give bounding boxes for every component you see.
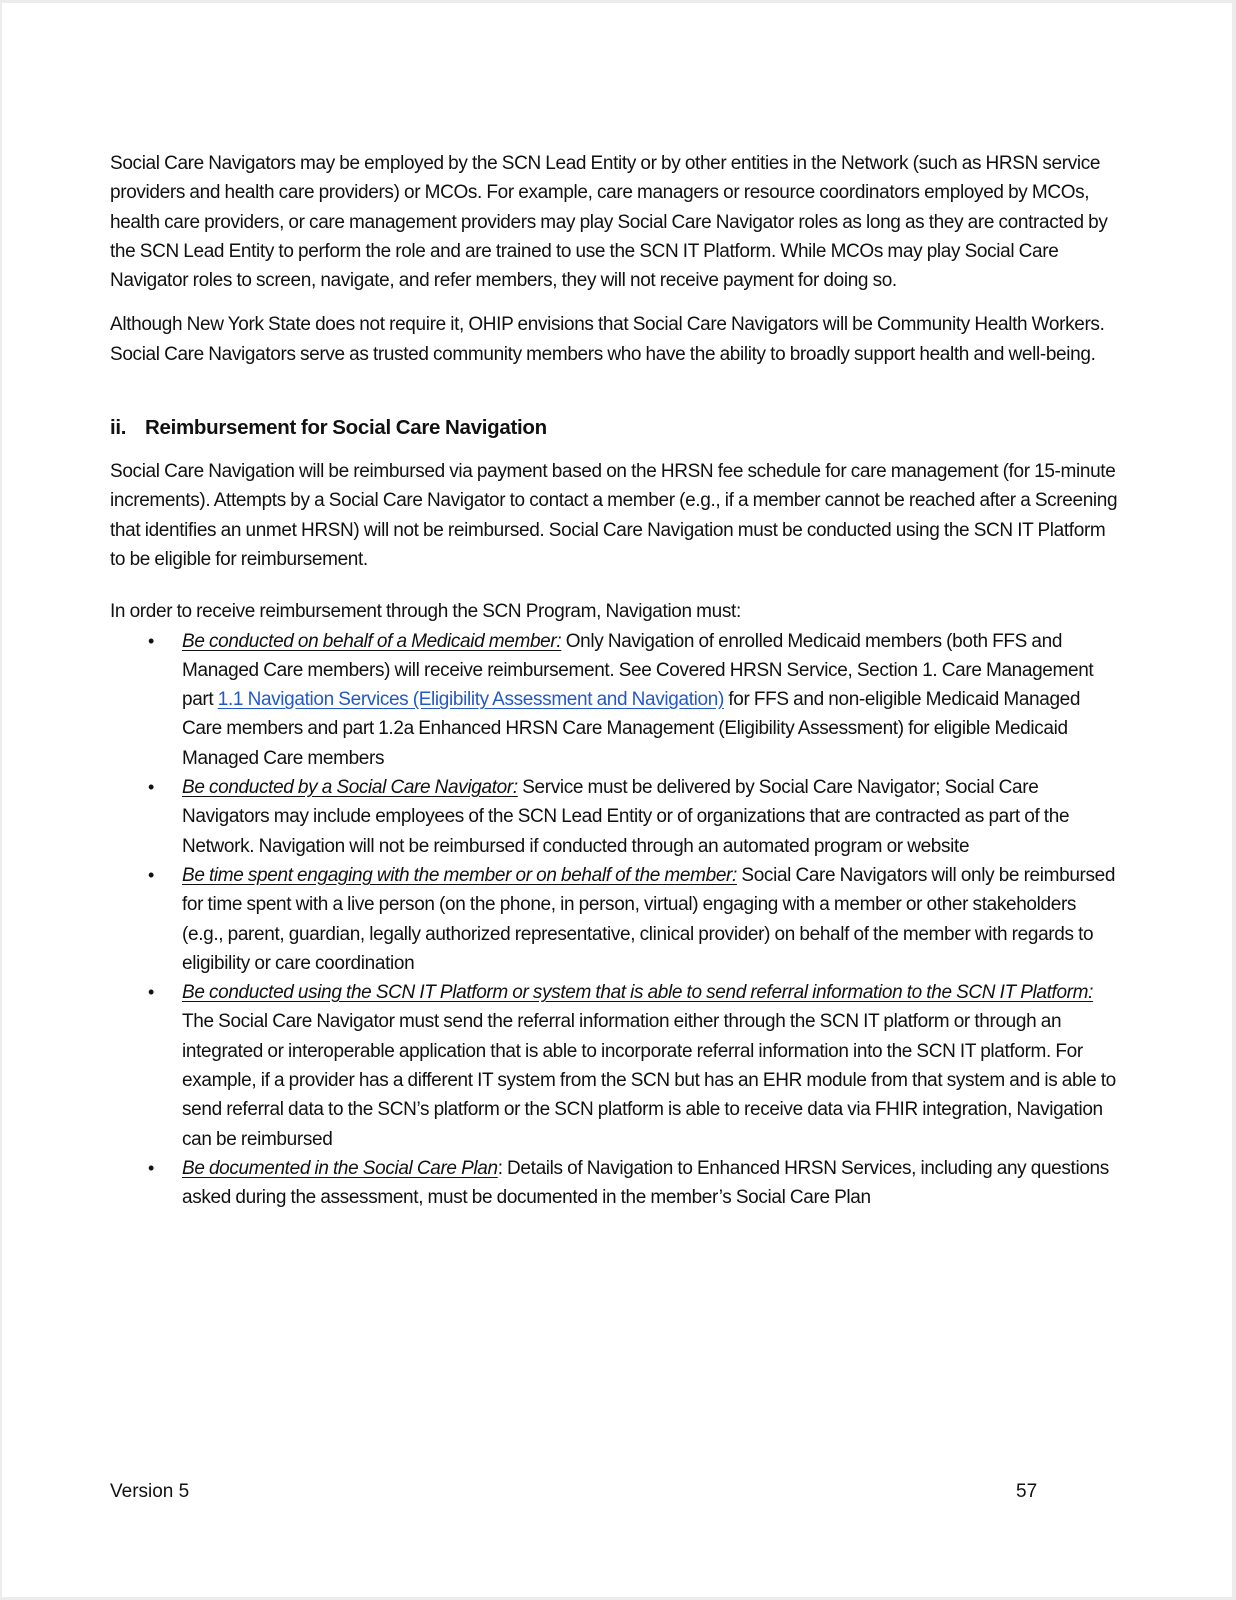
item-lead: Be time spent engaging with the member or on behalf of the member: (182, 864, 737, 886)
item-lead: Be documented in the Social Care Plan (182, 1157, 498, 1179)
requirements-list (110, 627, 1120, 1213)
list-item (148, 861, 1120, 978)
paragraph-navigator-employment: Social Care Navigators may be employed by the SCN Lead Entity or by other entities in the Network (such as HRSN service providers and health care providers) or MCOs. For example, care managers or resource coordinators employed by MCOs, health care providers, or care management providers may play Social Care Navigator roles as long as they are contracted by the SCN Lead Entity to perform the role and are trained to use the SCN IT Platform. While MCOs may play Social Care Navigator roles to screen, navigate, and refer members, they will not receive payment for doing so. (110, 153, 1108, 292)
document-page (2, 3, 1232, 1597)
bullet-icon: • (148, 630, 154, 651)
list-item (148, 773, 1120, 861)
list-item (148, 1154, 1120, 1213)
bullet-icon: • (148, 1157, 154, 1178)
item-text: Social Care Navigators will only be reimbursed for time spent with a live person (on the phone, in person, virtual) engaging with a member or other stakeholders (e.g., parent, guardian, legally authorized representative, clinical provider) on behalf of the member with regards to eligibility or care coordination (182, 864, 1116, 974)
paragraph-reimbursement: Social Care Navigation will be reimbursed via payment based on the HRSN fee schedule for care management (for 15-minute increments). Attempts by a Social Care Navigator to contact a member (e.g., if a member cannot be reached after a Screening that identifies an unmet HRSN) will not be reimbursed. Social Care Navigation must be conducted using the SCN IT Platform to be eligible for reimbursement. (110, 461, 1118, 570)
list-item (148, 627, 1120, 773)
section-title: Reimbursement for Social Care Navigation (145, 416, 547, 440)
navigation-services-link[interactable]: 1.1 Navigation Services (Eligibility Assessment and Navigation) (217, 689, 724, 711)
page-content (110, 149, 1120, 1213)
bullet-icon: • (148, 777, 154, 798)
item-text-after-link: for FFS and non-eligible Medicaid Managed Care members and part 1.2a Enhanced HRSN Care Management (Eligibility Assessment) for eligible Medicaid Managed Care members (182, 689, 1081, 769)
item-lead: Be conducted on behalf of a Medicaid member: (182, 630, 562, 652)
item-text: The Social Care Navigator must send the referral information either through the SCN IT platform or through an integrated or interoperable application that is able to incorporate referral information into the SCN IT platform. For example, if a provider has a different IT system from the SCN but has an EHR module from that system and is able to send referral data to the SCN’s platform or the SCN platform is able to receive data via FHIR integration, Navigation can be reimbursed (182, 1011, 1116, 1150)
footer-version: Version 5 (110, 1481, 190, 1502)
item-text: Service must be delivered by Social Care Navigator; Social Care Navigators may include employees of the SCN Lead Entity or of organizations that are contracted as part of the Network. Navigation will not be reimbursed if conducted through an automated program or website (182, 777, 1070, 857)
item-text: : Details of Navigation to Enhanced HRSN Services, including any questions asked during the assessment, must be documented in the member’s Social Care Plan (182, 1157, 1109, 1209)
section-number: ii. (110, 416, 127, 440)
item-lead: Be conducted using the SCN IT Platform or system that is able to send referral information to the SCN IT Platform: (182, 982, 1094, 1004)
paragraph-community-health-workers: Although New York State does not require it, OHIP envisions that Social Care Navigators will be Community Health Workers. Social Care Navigators serve as trusted community members who have the ability to broadly support health and well-being. (110, 314, 1105, 365)
list-intro: In order to receive reimbursement through the SCN Program, Navigation must: (110, 601, 741, 623)
item-lead: Be conducted by a Social Care Navigator: (182, 777, 518, 799)
bullet-icon: • (148, 982, 154, 1003)
section-heading (110, 413, 1120, 442)
bullet-icon: • (148, 864, 154, 885)
list-item (148, 978, 1120, 1154)
footer-page-number: 57 (1016, 1481, 1038, 1502)
item-text: Only Navigation of enrolled Medicaid members (both FFS and Managed Care members) will receive reimbursement. See Covered HRSN Service, Section 1. Care Management part (182, 630, 1094, 711)
